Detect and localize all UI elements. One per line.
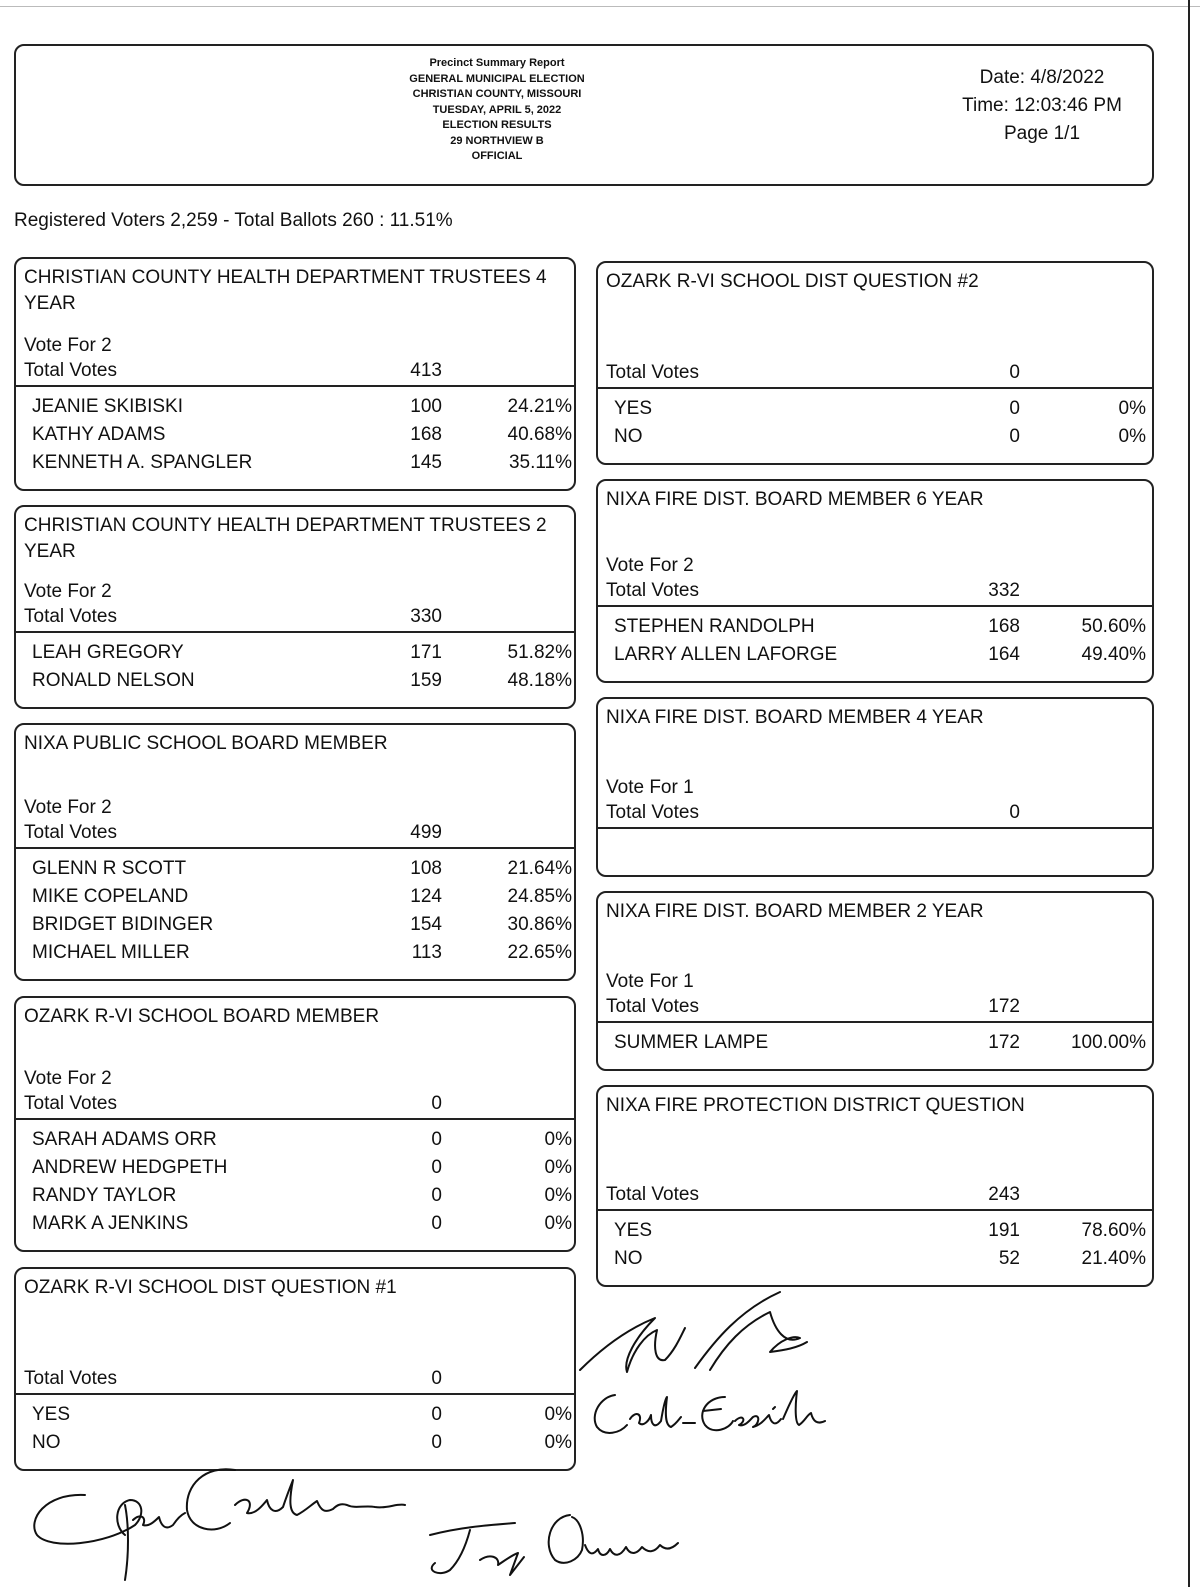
candidate-votes: 164 [988,644,1020,665]
results-divider [16,847,574,849]
results-divider [598,387,1152,389]
candidate-percent: 0% [1118,398,1146,419]
candidate-name: NO [614,1248,643,1269]
race-box-ozark-r-vi-school-board-member [14,996,576,1252]
candidate-name: YES [614,1220,653,1241]
total-votes-value: 243 [988,1184,1020,1205]
candidate-row [32,421,574,449]
results-divider [16,385,574,387]
candidate-row [614,1217,1152,1245]
candidate-percent: 24.21% [507,396,572,417]
report-date: Date: 4/8/2022 [979,67,1105,88]
candidate-votes: 168 [410,424,442,445]
precinct-name: 29 NORTHVIEW B [450,134,544,147]
candidate-name: LARRY ALLEN LAFORGE [614,644,838,665]
signature-1 [575,1290,815,1385]
election-date: TUESDAY, APRIL 5, 2022 [432,103,562,116]
total-votes-value: 0 [431,1093,442,1114]
total-votes-label: Total Votes [606,1184,699,1205]
candidate-votes: 0 [431,1213,442,1234]
report-meta [942,64,1142,148]
candidate-percent: 30.86% [507,914,572,935]
candidate-row [614,613,1152,641]
candidate-row [32,911,574,939]
results-divider [16,1118,574,1120]
report-header-title-block [382,56,612,165]
candidate-row [32,393,574,421]
page-top-edge [0,6,1200,7]
candidate-row [32,855,574,883]
candidate-percent: 40.68% [507,424,572,445]
race-box-nixa-fire-dist-board-member-2-year [596,891,1154,1071]
candidate-name: NO [614,426,643,447]
candidate-votes: 145 [410,452,442,473]
candidate-percent: 24.85% [507,886,572,907]
candidate-row [614,423,1152,451]
total-votes-value: 413 [410,360,442,381]
candidate-name: BRIDGET BIDINGER [32,914,214,935]
candidate-row [32,939,574,967]
results-divider [598,1021,1152,1023]
candidate-name: MICHAEL MILLER [32,942,190,963]
official-label: OFFICIAL [471,150,523,162]
total-votes-value: 0 [1009,802,1020,823]
candidate-name: MARK A JENKINS [32,1213,189,1234]
candidate-name: YES [614,398,653,419]
race-box-ozark-r-vi-school-dist-question-2 [596,261,1154,465]
total-votes-value: 172 [988,996,1020,1017]
report-header [14,44,1154,186]
vote-for-label: Vote For 2 [24,1068,112,1089]
candidate-percent: 22.65% [507,942,572,963]
candidate-name: KATHY ADAMS [32,424,166,445]
results-divider [598,605,1152,607]
total-votes-value: 0 [1009,362,1020,383]
candidate-name: MIKE COPELAND [32,886,189,907]
race-box-ozark-r-vi-school-dist-question-1 [14,1267,576,1471]
candidate-votes: 0 [431,1432,442,1453]
candidate-name: KENNETH A. SPANGLER [32,452,253,473]
candidate-name: NO [32,1432,61,1453]
candidate-votes: 113 [411,942,442,963]
results-label: ELECTION RESULTS [442,119,552,131]
candidate-row [32,1401,574,1429]
total-votes-value: 499 [410,822,442,843]
candidate-percent: 21.40% [1081,1248,1146,1269]
total-votes-label: Total Votes [606,362,699,383]
candidate-row [614,1029,1152,1057]
signature-4 [420,1505,690,1580]
page-right-edge [1188,0,1190,1587]
candidate-percent: 0% [544,1185,572,1206]
candidate-votes: 124 [410,886,442,907]
candidate-name: RONALD NELSON [32,670,195,691]
candidate-row [614,395,1152,423]
total-votes-label: Total Votes [24,606,117,627]
candidate-row [32,639,574,667]
race-box-nixa-fire-protection-district-question [596,1085,1154,1287]
vote-for-label: Vote For 2 [24,797,112,818]
race-title: OZARK R-VI SCHOOL DIST QUESTION #2 [606,271,979,292]
candidate-row [32,1210,574,1238]
candidate-votes: 168 [988,616,1020,637]
total-votes-label: Total Votes [24,360,117,381]
election-name: GENERAL MUNICIPAL ELECTION [409,72,585,85]
candidate-votes: 0 [1009,426,1020,447]
total-votes-label: Total Votes [24,1368,117,1389]
race-box-christian-county-health-department-trustees-4-year [14,257,576,491]
race-title: CHRISTIAN COUNTY HEALTH DEPARTMENT TRUSTEES 4 YEAR [24,267,547,314]
race-title: OZARK R-VI SCHOOL BOARD MEMBER [24,1006,380,1027]
page-number: Page 1/1 [1003,123,1081,144]
candidate-votes: 0 [431,1129,442,1150]
candidate-percent: 51.82% [507,642,572,663]
candidate-votes: 100 [410,396,442,417]
candidate-percent: 21.64% [507,858,572,879]
vote-for-label: Vote For 1 [606,777,694,798]
race-title: NIXA FIRE DIST. BOARD MEMBER 6 YEAR [606,489,984,510]
candidate-name: GLENN R SCOTT [32,858,187,879]
total-votes-label: Total Votes [606,802,699,823]
candidate-percent: 0% [544,1432,572,1453]
report-time: Time: 12:03:46 PM [962,95,1122,116]
candidate-percent: 0% [544,1157,572,1178]
total-votes-label: Total Votes [24,1093,117,1114]
vote-for-label: Vote For 2 [24,581,112,602]
candidate-votes: 0 [431,1157,442,1178]
candidate-votes: 0 [431,1185,442,1206]
vote-for-label: Vote For 2 [24,335,112,356]
candidate-votes: 0 [431,1404,442,1425]
candidate-name: YES [32,1404,71,1425]
candidate-row [32,1126,574,1154]
race-title: NIXA FIRE PROTECTION DISTRICT QUESTION [606,1095,1025,1116]
candidate-votes: 52 [998,1248,1020,1269]
vote-for-label: Vote For 2 [606,555,694,576]
report-type: Precinct Summary Report [429,57,565,69]
candidate-name: STEPHEN RANDOLPH [614,616,815,637]
candidate-percent: 48.18% [507,670,572,691]
race-title: NIXA FIRE DIST. BOARD MEMBER 4 YEAR [606,707,984,728]
total-votes-value: 330 [410,606,442,627]
candidate-row [32,1154,574,1182]
candidate-percent: 0% [544,1129,572,1150]
candidate-percent: 35.11% [508,452,572,473]
signature-2 [585,1385,835,1445]
candidate-row [32,1182,574,1210]
race-title: NIXA FIRE DIST. BOARD MEMBER 2 YEAR [606,901,984,922]
candidate-percent: 100.00% [1070,1032,1146,1053]
county-name: CHRISTIAN COUNTY, MISSOURI [412,88,582,100]
candidate-votes: 108 [410,858,442,879]
candidate-votes: 0 [1009,398,1020,419]
candidate-votes: 159 [410,670,442,691]
race-box-nixa-public-school-board-member [14,723,576,981]
candidate-name: SARAH ADAMS ORR [32,1129,217,1150]
candidate-row [614,641,1152,669]
candidate-votes: 191 [988,1220,1020,1241]
candidate-row [32,883,574,911]
results-divider [16,1393,574,1395]
candidate-percent: 50.60% [1081,616,1146,637]
candidate-name: JEANIE SKIBISKI [32,396,183,417]
results-divider [598,827,1152,829]
candidate-percent: 0% [544,1404,572,1425]
race-box-nixa-fire-dist-board-member-4-year [596,697,1154,877]
candidate-percent: 0% [544,1213,572,1234]
race-box-christian-county-health-department-trustees-2-year [14,505,576,709]
candidate-name: LEAH GREGORY [32,642,184,663]
race-title: NIXA PUBLIC SCHOOL BOARD MEMBER [24,733,388,754]
candidate-votes: 154 [410,914,442,935]
candidate-name: RANDY TAYLOR [32,1185,177,1206]
candidate-row [32,1429,574,1457]
registered-voters-line: Registered Voters 2,259 - Total Ballots 260 : 11.51% [14,210,453,231]
candidate-row [32,667,574,695]
race-title: OZARK R-VI SCHOOL DIST QUESTION #1 [24,1277,397,1298]
total-votes-value: 332 [988,580,1020,601]
candidate-percent: 0% [1118,426,1146,447]
total-votes-label: Total Votes [606,580,699,601]
candidate-percent: 49.40% [1081,644,1146,665]
results-divider [16,631,574,633]
candidate-votes: 172 [988,1032,1020,1053]
race-title: CHRISTIAN COUNTY HEALTH DEPARTMENT TRUSTEES 2 YEAR [24,515,547,562]
candidate-percent: 78.60% [1081,1220,1146,1241]
race-box-nixa-fire-dist-board-member-6-year [596,479,1154,683]
candidate-name: ANDREW HEDGPETH [32,1157,228,1178]
vote-for-label: Vote For 1 [606,971,694,992]
results-divider [598,1209,1152,1211]
signature-3 [25,1465,425,1585]
total-votes-label: Total Votes [24,822,117,843]
total-votes-value: 0 [431,1368,442,1389]
candidate-row [32,449,574,477]
candidate-name: SUMMER LAMPE [614,1032,769,1053]
candidate-row [614,1245,1152,1273]
total-votes-label: Total Votes [606,996,699,1017]
candidate-votes: 171 [410,642,442,663]
